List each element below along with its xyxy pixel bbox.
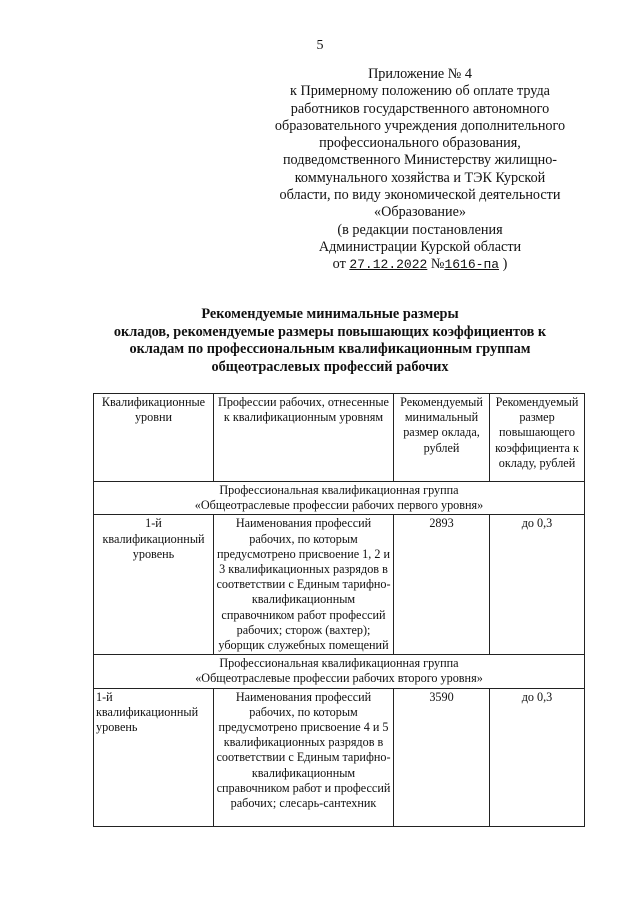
- appendix-line: подведомственного Министерству жилищно-: [282, 152, 558, 169]
- group-heading-row: [94, 482, 585, 515]
- table-row: [94, 515, 585, 655]
- group-heading-cell: [94, 482, 585, 515]
- header-cell-levels: Квалификационные уровни: [94, 394, 214, 482]
- appendix-line: профессионального образования,: [319, 135, 521, 152]
- title-line: Рекомендуемые минимальные размеры: [201, 306, 459, 322]
- header-cell-coefficient: Рекомендуемый размер повышающего коэффициента к окладу, рублей: [490, 394, 585, 482]
- group-heading-row: [94, 655, 585, 688]
- resolution-date: 27.12.2022: [349, 257, 428, 273]
- appendix-line: (в редакции постановления: [337, 221, 503, 238]
- group-heading-line: «Общеотраслевые профессии рабочих первого уровня»: [194, 498, 484, 513]
- resolution-number: 1616-па: [444, 257, 500, 273]
- group-heading-line: Профессиональная квалификационная группа: [219, 656, 459, 671]
- group-heading-line: «Общеотраслевые профессии рабочих второго уровня»: [195, 671, 483, 686]
- table-row: [94, 688, 585, 826]
- header-cell-professions: Профессии рабочих, отнесенные к квалификационным уровням: [214, 394, 394, 482]
- salary-cell: 3590: [394, 688, 490, 826]
- appendix-line: области, по виду экономической деятельности: [279, 187, 561, 204]
- table-header-row: [94, 394, 585, 482]
- appendix-line: работников государственного автономного: [290, 100, 550, 117]
- group-heading-line: Профессиональная квалификационная группа: [219, 483, 459, 497]
- page-number: 5: [316, 38, 324, 53]
- coefficient-cell: до 0,3: [490, 688, 585, 826]
- appendix-header: [255, 66, 585, 274]
- level-cell: 1-й квалификационный уровень: [94, 688, 214, 826]
- salary-table: [93, 393, 585, 827]
- level-cell: 1-й квалификационный уровень: [94, 515, 214, 655]
- appendix-line: к Примерному положению об оплате труда: [290, 83, 550, 100]
- document-title: [60, 306, 600, 376]
- close-paren: ): [502, 256, 508, 273]
- appendix-line: Администрации Курской области: [318, 238, 522, 255]
- professions-cell: Наименования профессий рабочих, по которым предусмотрено присвоение 1, 2 и 3 квалификационных разрядов в соответствии с Единым тарифно-квалификационным справочником работ профессий рабочих; сторож (вахтер); уборщик служебных помещений: [214, 515, 394, 655]
- salary-cell: 2893: [394, 515, 490, 655]
- resolution-date-line: [255, 256, 585, 273]
- coefficient-cell: до 0,3: [490, 515, 585, 655]
- number-prefix: №: [430, 256, 445, 273]
- appendix-line: коммунального хозяйства и ТЭК Курской: [294, 169, 546, 186]
- title-line: окладам по профессиональным квалификационным группам: [129, 341, 531, 357]
- appendix-line: образовательного учреждения дополнительного: [274, 117, 566, 134]
- professions-cell: Наименования профессий рабочих, по которым предусмотрено присвоение 4 и 5 квалификационных разрядов в соответствии с Единым тарифно-квалификационным справочником работ и профессий рабочих; слесарь-сантехник: [214, 688, 394, 826]
- title-line: общеотраслевых профессий рабочих: [211, 358, 449, 375]
- header-cell-salary: Рекомендуемый минимальный размер оклада, рублей: [394, 394, 490, 482]
- title-line: окладов, рекомендуемые размеры повышающих коэффициентов к: [113, 323, 547, 340]
- group-heading-cell: [94, 655, 585, 688]
- appendix-line: «Образование»: [374, 204, 466, 221]
- date-prefix: от: [332, 256, 346, 273]
- appendix-line: Приложение № 4: [368, 66, 472, 82]
